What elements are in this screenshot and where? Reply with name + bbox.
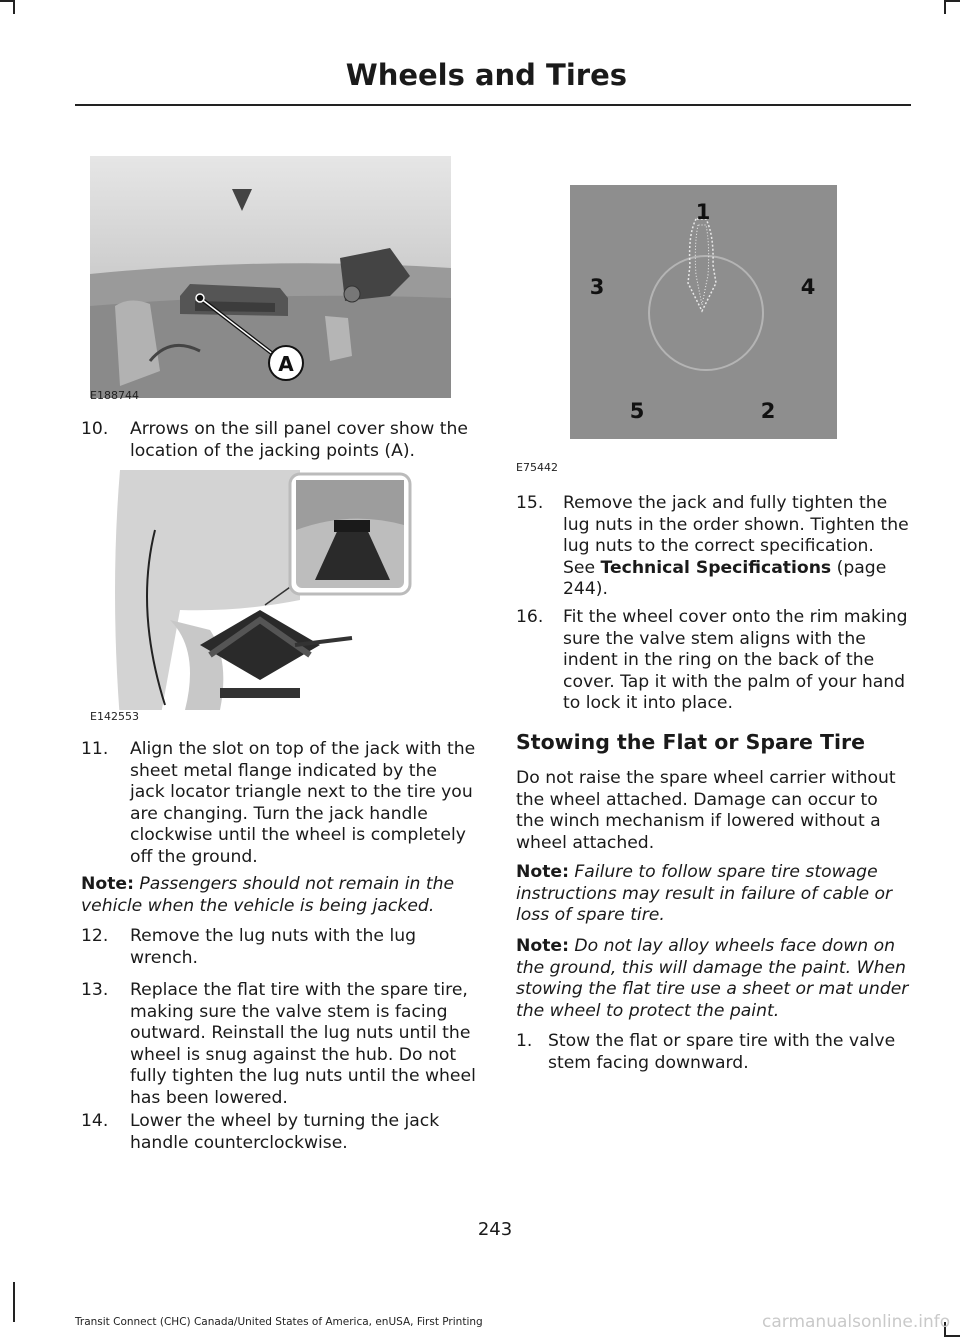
sill-panel-illustration xyxy=(90,156,451,398)
crop-mark xyxy=(13,1282,15,1322)
note-stowage xyxy=(516,862,911,927)
step-number: 15. xyxy=(516,493,544,513)
header-rule xyxy=(75,104,911,106)
note-alloy-wheels xyxy=(516,936,911,1022)
page-number: 243 xyxy=(477,1219,513,1240)
step-text: Remove the lug nuts with the lug wrench. xyxy=(130,926,417,968)
step-text: Replace the flat tire with the spare tire, making sure the valve stem is facing outward. Reinstall the lug nuts until the wheel is snug against the hub. Do not fully tighten the lug nuts until the wheel has been lowered. xyxy=(130,980,476,1108)
step-text: Align the slot on top of the jack with the sheet metal flange indicated by the jack locator triangle next to the tire you are changing. Turn the jack handle clockwise until the wheel is completely off the ground. xyxy=(130,739,476,867)
step-number: 14. xyxy=(81,1111,109,1131)
figure-code: E142553 xyxy=(90,710,139,723)
lug-label-3: 3 xyxy=(589,275,605,299)
note-passengers xyxy=(81,874,476,917)
step-15-text: Remove the jack and fully tighten the lug nuts in the order shown. Tighten the lug nuts to the correct specification. See xyxy=(563,493,909,578)
callout-a: A xyxy=(278,352,294,376)
note-label: Note: xyxy=(81,874,134,894)
spare-carrier-paragraph: Do not raise the spare wheel carrier without the wheel attached. Damage can occur to the winch mechanism if lowered without a wheel attached. xyxy=(516,768,896,853)
step-text: Fit the wheel cover onto the rim making sure the valve stem aligns with the indent in the ring on the back of the cover. Tap it with the palm of your hand to lock it into place. xyxy=(563,607,908,714)
note-label: Note: xyxy=(516,862,569,882)
step-number: 10. xyxy=(81,419,109,439)
page-reference: (page 244). xyxy=(563,557,887,600)
lug-label-4: 4 xyxy=(800,275,816,299)
step-number: 1. xyxy=(516,1031,533,1051)
note-label: Note: xyxy=(516,936,569,956)
note-text: Do not lay alloy wheels face down on the ground, this will damage the paint. When stowing the flat tire use a sheet or mat under the wheel to protect the paint. xyxy=(516,936,909,1021)
note-text: Failure to follow spare tire stowage instructions may result in failure of cable or loss of spare tire. xyxy=(516,862,893,926)
step-text: Arrows on the sill panel cover show the location of the jacking points (A). xyxy=(130,419,468,461)
step-number: 16. xyxy=(516,607,544,627)
lug-nut-diagram xyxy=(570,185,837,439)
crop-mark xyxy=(0,0,13,2)
footer-text: Transit Connect (CHC) Canada/United States of America, enUSA, First Printing xyxy=(75,1316,483,1328)
crop-mark xyxy=(944,0,946,14)
figure-code: E188744 xyxy=(90,389,139,402)
step-text: Stow the flat or spare tire with the valve stem facing downward. xyxy=(548,1031,896,1073)
lug-label-2: 2 xyxy=(760,399,776,423)
step-number: 12. xyxy=(81,926,109,946)
jacking-point-figure xyxy=(90,156,451,398)
watermark: carmanualsonline.info xyxy=(762,1312,951,1332)
page-title: Wheels and Tires xyxy=(345,58,627,92)
section-heading: Stowing the Flat or Spare Tire xyxy=(516,730,866,754)
jack-illustration xyxy=(90,470,451,710)
lug-nut-order-figure xyxy=(570,185,837,439)
crop-mark xyxy=(13,0,15,14)
step-number: 11. xyxy=(81,739,109,759)
step-number: 13. xyxy=(81,980,109,1000)
lug-label-1: 1 xyxy=(695,200,711,224)
technical-specifications-link[interactable]: Technical Specifications xyxy=(600,557,832,578)
figure-code: E75442 xyxy=(516,461,558,474)
jack-figure xyxy=(90,470,451,710)
step-text: Lower the wheel by turning the jack handle counterclockwise. xyxy=(130,1111,440,1153)
lug-label-5: 5 xyxy=(629,399,645,423)
note-text: Passengers should not remain in the vehicle when the vehicle is being jacked. xyxy=(81,874,455,916)
step-text xyxy=(563,493,911,601)
crop-mark xyxy=(946,0,960,2)
